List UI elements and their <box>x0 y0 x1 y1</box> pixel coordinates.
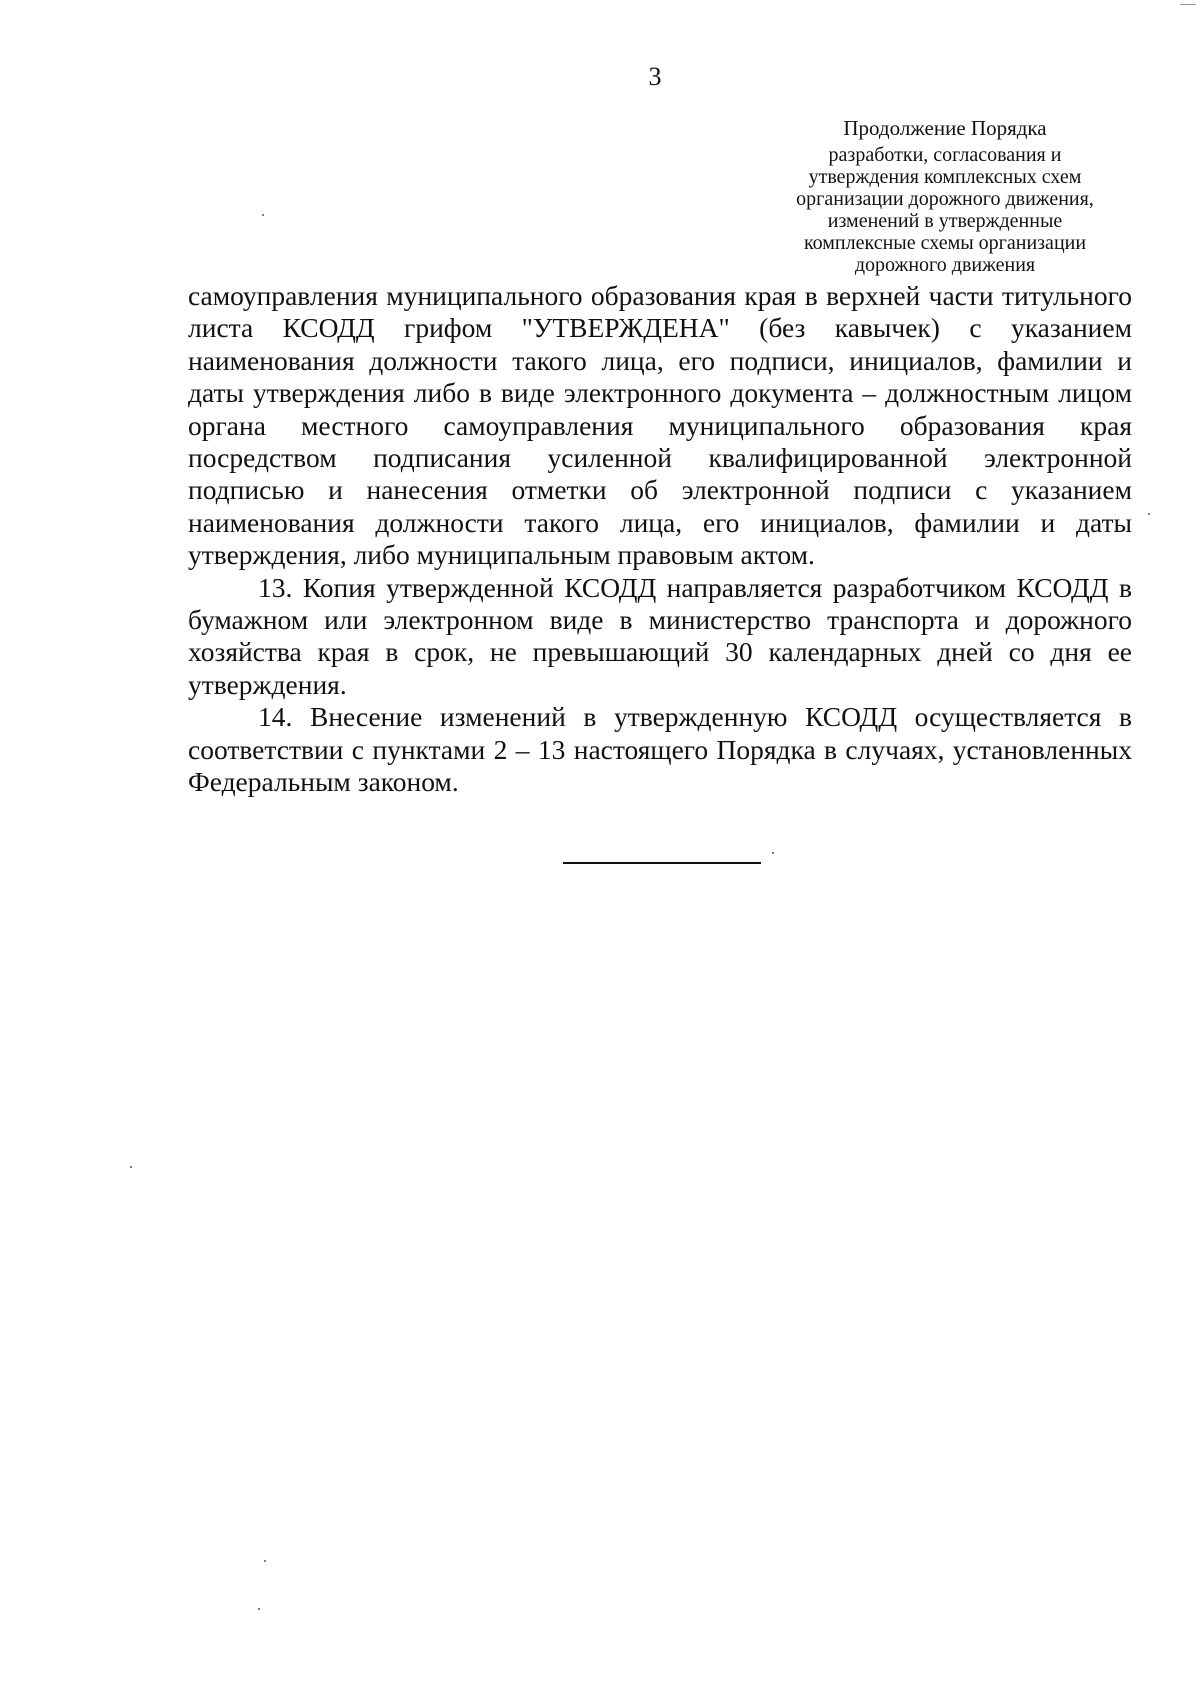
scan-speck <box>258 1608 260 1610</box>
header-line: разработки, согласования и <box>828 144 1062 166</box>
header-line: изменений в утвержденные <box>827 210 1063 232</box>
header-line: организации дорожного движения, <box>796 188 1094 210</box>
scan-speck <box>264 1560 266 1562</box>
header-line: дорожного движения <box>854 254 1036 276</box>
page-number: 3 <box>648 62 662 91</box>
end-of-document-rule <box>563 862 761 864</box>
scan-speck <box>262 214 264 216</box>
paragraph-13: 13. Копия утвержденной КСОДД направляется разработчиком КСОДД в бумажном или электронном виде в министерство транспорта и дорожного хозяйства края в срок, не превышающий 30 календарных дней со дня ее утверждения. <box>188 571 1132 700</box>
document-body <box>188 280 1132 799</box>
header-line-title: Продолжение Порядка <box>843 116 1047 140</box>
header-appendix-note <box>745 116 1145 276</box>
scan-speck <box>1148 513 1150 515</box>
paragraph-14: 14. Внесение изменений в утвержденную КСОДД осуществляется в соответствии с пунктами 2 – 13 настоящего Порядка в случаях, установленных Федеральным законом. <box>188 701 1132 798</box>
scan-speck <box>772 852 774 854</box>
scan-edge-mark <box>1180 4 1196 5</box>
header-line: комплексные схемы организации <box>803 232 1087 254</box>
header-line: утверждения комплексных схем <box>808 166 1082 188</box>
scan-speck <box>130 1166 132 1168</box>
paragraph-continuation: самоуправления муниципального образования края в верхней части титульного листа КСОДД грифом "УТВЕРЖДЕНА" (без кавычек) с указанием наименования должности такого лица, его подписи, инициалов, фамилии и даты утверждения либо в виде электронного документа – должностным лицом органа местного самоуправления муниципального образования края посредством подписания усиленной квалифицированной электронной подписью и нанесения отметки об электронной подписи с указанием наименования должности такого лица, его инициалов, фамилии и даты утверждения, либо муниципальным правовым актом. <box>188 280 1132 571</box>
